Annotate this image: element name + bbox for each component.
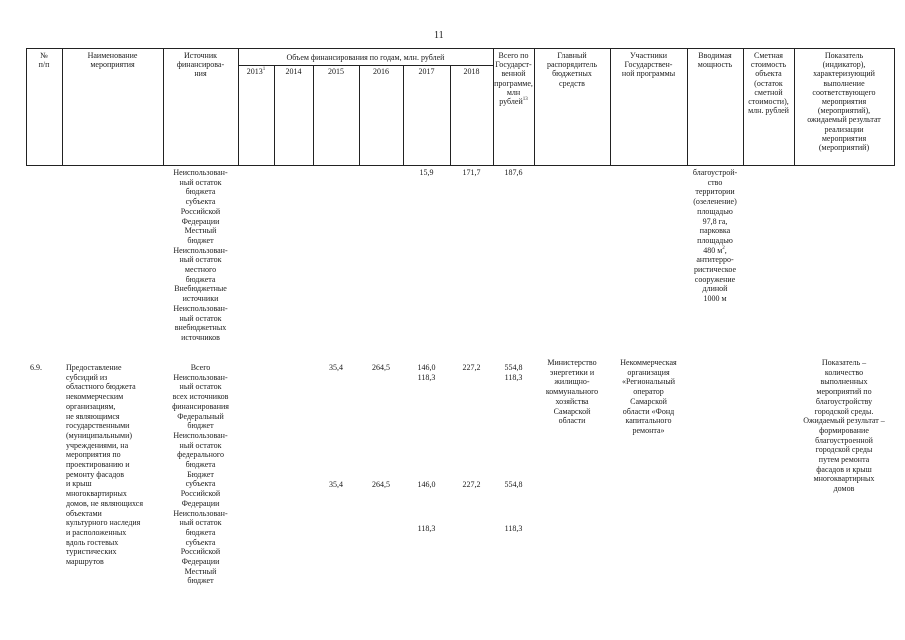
sources-list-a: Неиспользован- ный остаток бюджета субъекта Российской Федерации Местный бюджет Неиспользован- ный остаток местного бюджета Внебюджетные источники Неиспользован- ный остаток внебюджетных источников xyxy=(173,168,228,342)
header-year-2016: 2016 xyxy=(373,67,389,76)
row-regional-2018: 227,2 xyxy=(462,480,481,489)
page-number: 11 xyxy=(434,30,444,41)
sources-list-b: Всего Неиспользован- ный остаток всех источников финансирования Федеральный бюджет Неиспользован- ный остаток федерального бюджета Бюджет субъекта Российской Федерации Неиспользован- ный остаток бюджета субъекта Российской Федерации Местный бюджет xyxy=(172,363,229,586)
item-indicator: Показатель – количество выполненных мероприятий по благоустройству городской среды. Ожидаемый результат – формирование благоустроенной городской среды путем ремонта фасадов и крыш многоквартирных домов xyxy=(803,358,885,494)
header-total: Всего по Государст- венной программе, млн рублей$^{13}$ xyxy=(494,51,533,107)
row-total-total: 554,8 xyxy=(504,363,523,372)
header-volume: Объем финансирования по годам, млн. рублей xyxy=(286,53,445,62)
block-a-2017: 15,9 xyxy=(419,168,434,177)
header-capacity: Вводимая мощность xyxy=(697,51,733,70)
row-total-2017: 146,0 xyxy=(417,363,436,372)
row-unused-total: 118,3 xyxy=(504,373,523,382)
header-year-2017: 2017 xyxy=(418,67,435,76)
header-source: Источник финансирова- ния xyxy=(176,51,225,79)
row-regional-2016: 264,5 xyxy=(372,480,390,489)
block-a-total: 187,6 xyxy=(504,168,523,177)
header-indicator: Показатель (индикатор), характеризующий выполнение соответствующего мероприятия (мероприятий), ожидаемый результат реализации мероприятия (мероприятий) xyxy=(807,51,881,153)
header-year-2018: 2018 xyxy=(463,67,480,76)
item-manager: Министерство энергетики и жилищно- коммунального хозяйства Самарской области xyxy=(545,358,599,426)
item-participants: Некоммерческая организация «Региональный оператор Самарской области «Фонд капитального ремонта» xyxy=(620,358,677,435)
header-num: № п/п xyxy=(38,51,50,70)
row-unused-2017: 118,3 xyxy=(417,373,436,382)
block-a-2018: 171,7 xyxy=(462,168,481,177)
row-regional-unused-2017: 118,3 xyxy=(417,524,436,533)
row-total-2015: 35,4 xyxy=(329,363,343,372)
item-name: Предоставление субсидий из областного бюджета некоммерческим организациям, не являющимся государственными (муниципальными) учреждениями, на мероприятия по проектированию и ремонту фасадов и крыш многоквартирных домов, не являющихся объектами культурного наследия и расположенных вдоль гостевых туристических маршрутов xyxy=(66,363,144,567)
row-regional-total: 554,8 xyxy=(504,480,523,489)
header-year-2013: 2013$^1$ xyxy=(246,67,266,76)
row-total-2018: 227,2 xyxy=(462,363,481,372)
header-year-2015: 2015 xyxy=(328,67,344,76)
row-regional-unused-total: 118,3 xyxy=(504,524,523,533)
row-regional-2017: 146,0 xyxy=(417,480,436,489)
header-participants: Участники Государствен- ной программы xyxy=(621,51,676,79)
header-year-2014: 2014 xyxy=(285,67,302,76)
block-a-capacity: благоустрой- ство территории (озеленение) площадью 97,8 га, парковка площадью 480 $м^2$, антитерро- ристическое сооружение длиной 1000 м xyxy=(692,168,738,304)
header-estimate: Сметная стоимость объекта (остаток сметной стоимости), млн. рублей xyxy=(748,51,789,116)
row-total-2016: 264,5 xyxy=(372,363,390,372)
row-regional-2015: 35,4 xyxy=(329,480,343,489)
header-name: Наименование мероприятия xyxy=(87,51,138,70)
header-manager: Главный распорядитель бюджетных средств xyxy=(546,51,598,88)
item-number: 6.9. xyxy=(30,363,42,372)
